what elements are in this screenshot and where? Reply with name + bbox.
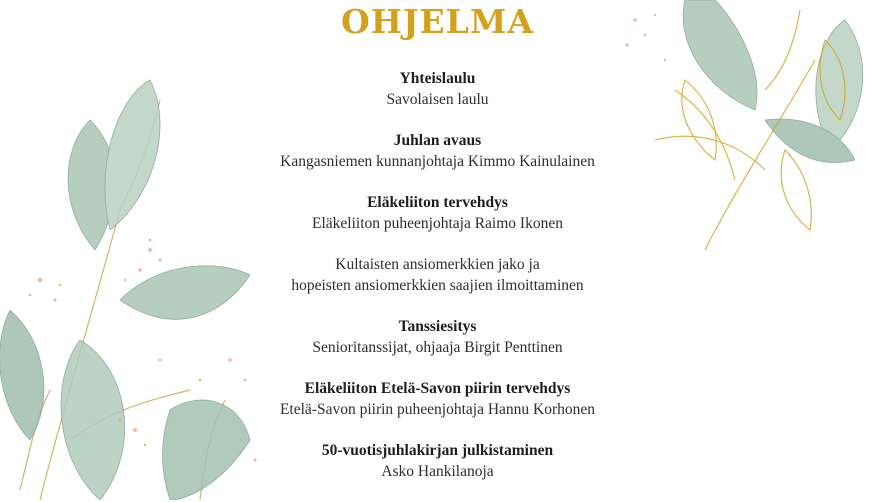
program-item-text: Asko Hankilanoja <box>381 463 494 480</box>
program-item-text: Eläkeliiton puheenjohtaja Raimo Ikonen <box>312 215 563 232</box>
program-list <box>0 68 875 502</box>
program-item-text: hopeisten ansiomerkkien saajien ilmoittaminen <box>291 277 584 294</box>
program-item-text: Kultaisten ansiomerkkien jako ja <box>335 256 540 273</box>
program-item <box>0 130 875 172</box>
program-item-title: Yhteislaulu <box>399 70 476 87</box>
program-item <box>0 192 875 234</box>
program-item-title: Juhlan avaus <box>393 132 482 149</box>
program-item <box>0 68 875 110</box>
program-item-title: Eläkeliiton tervehdys <box>367 194 508 211</box>
program-item-title: 50-vuotisjuhlakirjan julkistaminen <box>321 442 554 459</box>
program-item <box>0 316 875 358</box>
program-item-title: Tanssiesitys <box>398 318 477 335</box>
page-title: OHJELMA <box>340 2 535 41</box>
program-item-text: Etelä-Savon piirin puheenjohtaja Hannu Korhonen <box>279 401 596 418</box>
program-item-text: Senioritanssijat, ohjaaja Birgit Penttinen <box>312 339 563 356</box>
program-item-text: Kangasniemen kunnanjohtaja Kimmo Kainulainen <box>280 153 595 170</box>
program-item <box>0 378 875 420</box>
program-item-text: Savolaisen laulu <box>386 91 489 108</box>
program-item <box>0 254 875 296</box>
program-item <box>0 440 875 482</box>
program-item-title: Eläkeliiton Etelä-Savon piirin tervehdys <box>304 380 571 397</box>
